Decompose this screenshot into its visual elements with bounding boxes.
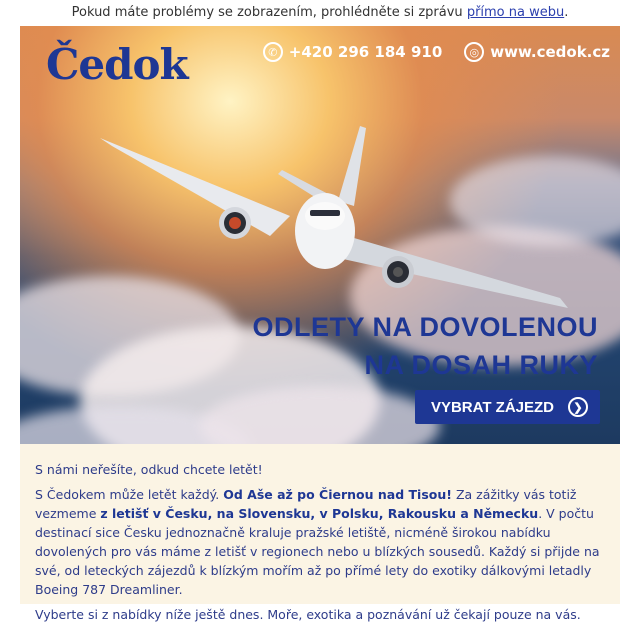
phone-icon: ✆ bbox=[263, 42, 283, 62]
intro-paragraph: S námi neřešíte, odkud chcete letět! bbox=[35, 462, 263, 477]
globe-icon: ◎ bbox=[464, 42, 484, 62]
bold-span: z letišť v Česku, na Slovensku, v Polsku, Rakousku a Německu bbox=[100, 506, 539, 521]
bold-span: Od Aše až po Čiernou nad Tisou! bbox=[223, 487, 452, 502]
cta-label: VYBRAT ZÁJEZD bbox=[430, 398, 554, 416]
phone-contact[interactable] bbox=[263, 42, 442, 62]
contact-bar bbox=[263, 42, 610, 62]
closing-paragraph: Vyberte si z nabídky níže ještě dnes. Moře, exotika a poznávání už čekají pouze na vás. bbox=[35, 607, 581, 622]
cedok-logo[interactable]: Čedok bbox=[46, 40, 188, 89]
text-span: S Čedokem může letět každý. bbox=[35, 487, 224, 502]
hero-headline bbox=[252, 308, 598, 384]
text-span: Za zážitky vás totiž vezmeme bbox=[35, 487, 577, 521]
headline-line-2: NA DOSAH RUKY bbox=[364, 350, 598, 380]
web-contact[interactable] bbox=[464, 42, 610, 62]
view-online-link[interactable]: přímo na webu bbox=[466, 5, 565, 20]
email-body bbox=[20, 444, 620, 622]
phone-number: +420 296 184 910 bbox=[288, 43, 443, 61]
text-span: . V počtu destinací sice Česku jednoznačně kraluje pražské letiště, nicméně širokou nabídku dovolených pro vás máme z letišť v regionech nebo u blízkých sousedů. Každý si přijde na své, od leteckých zájezdů k blízkým mořím až po přímé lety do exotiky dálkovými letadly Boeing 787 Dreamliner. bbox=[35, 506, 600, 597]
headline-line-1: ODLETY NA DOVOLENOU bbox=[252, 312, 598, 342]
preheader-text: Pokud máte problémy se zobrazením, prohlédněte si zprávu bbox=[71, 5, 467, 20]
main-paragraph bbox=[35, 485, 605, 599]
select-trip-button[interactable] bbox=[415, 390, 600, 424]
chevron-right-icon: ❯ bbox=[568, 397, 588, 417]
web-address: www.cedok.cz bbox=[490, 43, 610, 61]
preheader-end: . bbox=[564, 5, 569, 20]
hero-banner bbox=[20, 26, 620, 444]
preheader bbox=[0, 0, 640, 26]
